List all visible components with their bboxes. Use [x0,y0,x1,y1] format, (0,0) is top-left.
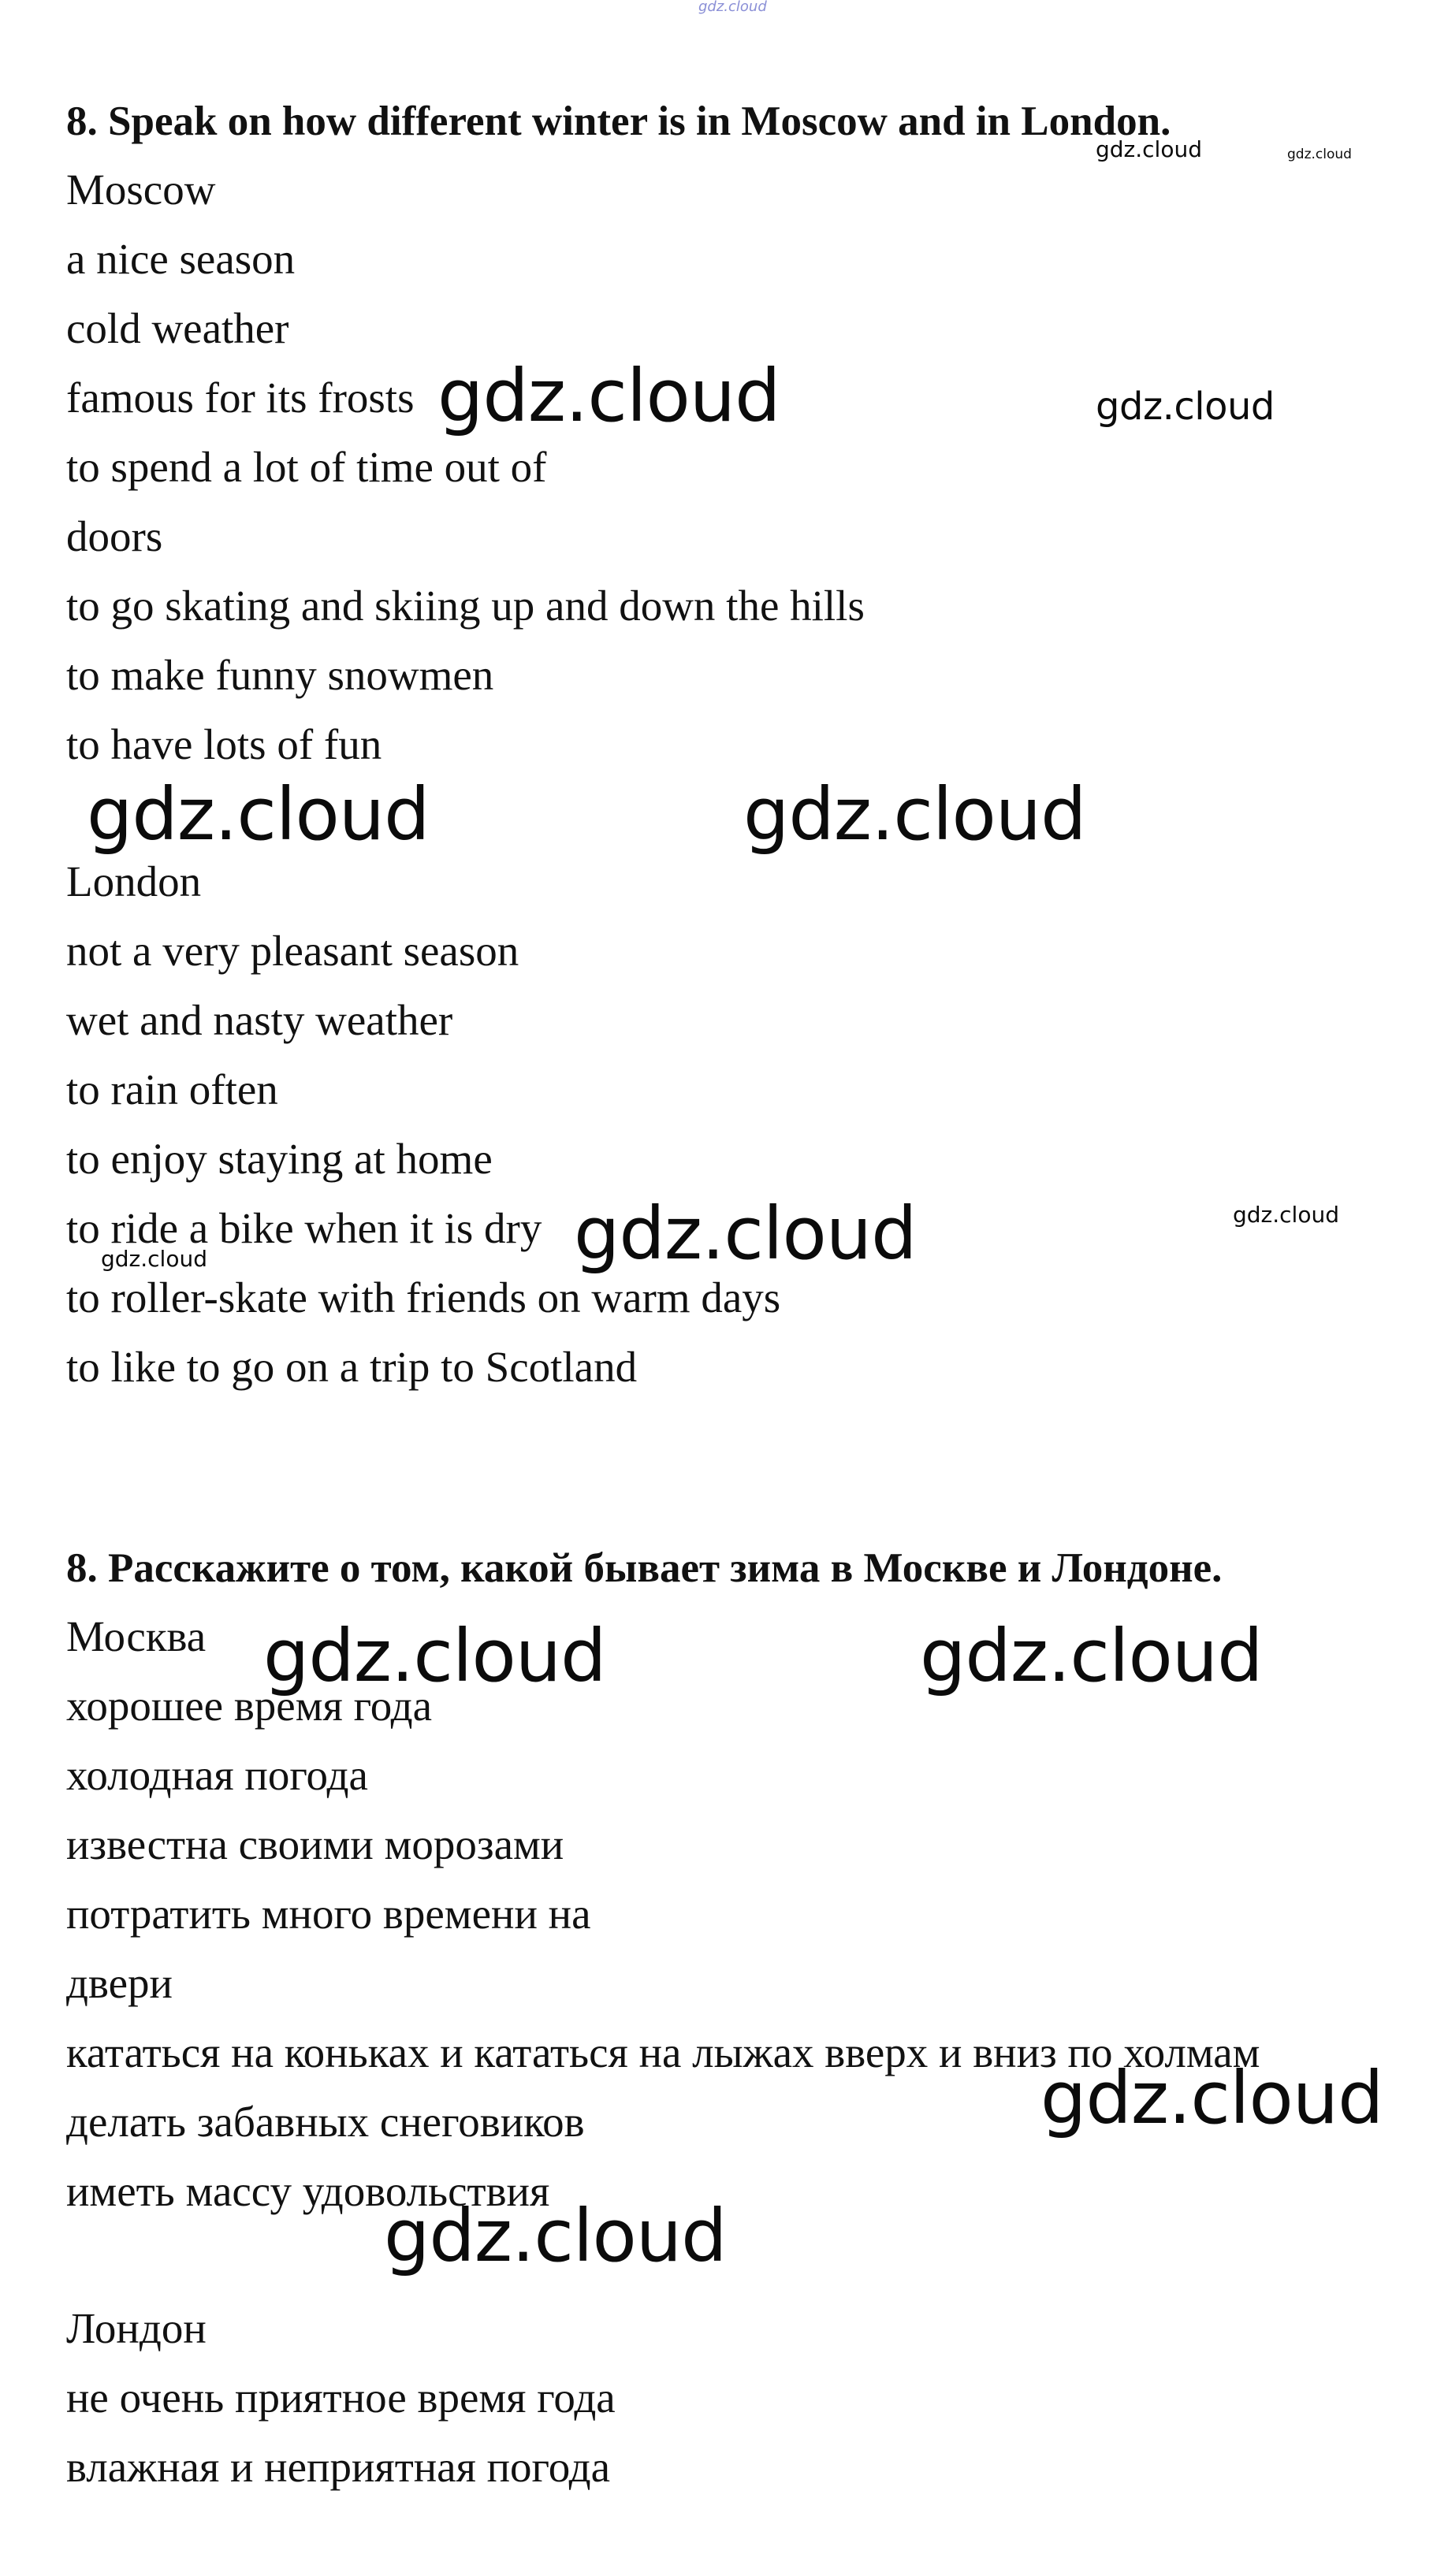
list-item: a nice season [66,235,296,283]
watermark: gdz.cloud [574,1191,917,1276]
watermark: gdz.cloud [1096,385,1275,429]
list-item: doors [66,512,163,560]
list-item: to go skating and skiing up and down the hills [66,582,865,630]
watermark: gdz.cloud [1287,147,1352,162]
list-item: кататься на коньках и кататься на лыжах вверх и вниз по холмам [66,2028,1260,2076]
list-item: иметь массу удовольствия [66,2167,550,2215]
list-item: to enjoy staying at home [66,1135,493,1183]
watermark: gdz.cloud [263,1614,606,1698]
list-item: to make funny snowmen [66,651,494,699]
russian-heading: 8. Расскажите о том, какой бывает зима в Москве и Лондоне. [66,1545,1223,1591]
list-item: хорошее время года [66,1682,433,1730]
list-item: to roller-skate with friends on warm days [66,1273,781,1321]
list-item: влажная и неприятная погода [66,2443,611,2491]
watermark: gdz.cloud [87,772,430,857]
list-item: to have lots of fun [66,720,382,768]
list-item: двери [66,1959,173,2007]
list-item: to rain often [66,1065,278,1113]
list-item: to like to go on a trip to Scotland [66,1343,638,1391]
watermark: gdz.cloud [920,1614,1263,1698]
london-title-ru: Лондон [66,2304,207,2352]
english-heading: 8. Speak on how different winter is in Moscow and in London. [66,99,1171,144]
list-item: to ride a bike when it is dry [66,1204,542,1252]
list-item: известна своими морозами [66,1820,564,1868]
watermark: gdz.cloud [1233,1202,1339,1228]
watermark: gdz.cloud [437,354,780,438]
watermark: gdz.cloud [698,0,767,15]
list-item: делать забавных снеговиков [66,2098,585,2146]
list-item: не очень приятное время года [66,2373,616,2422]
list-item: wet and nasty weather [66,996,453,1044]
list-item: cold weather [66,304,289,352]
watermark: gdz.cloud [101,1246,207,1272]
list-item: famous for its frosts [66,374,415,422]
list-item: not a very pleasant season [66,927,519,975]
london-title: London [66,857,202,905]
list-item: to spend a lot of time out of [66,443,547,491]
watermark: gdz.cloud [384,2194,727,2278]
moscow-title: Moscow [66,165,216,214]
list-item: потратить много времени на [66,1890,591,1938]
watermark: gdz.cloud [1096,136,1202,162]
watermark: gdz.cloud [1040,2056,1383,2140]
watermark: gdz.cloud [743,772,1086,857]
moscow-title-ru: Москва [66,1612,207,1660]
list-item: холодная погода [66,1751,368,1799]
